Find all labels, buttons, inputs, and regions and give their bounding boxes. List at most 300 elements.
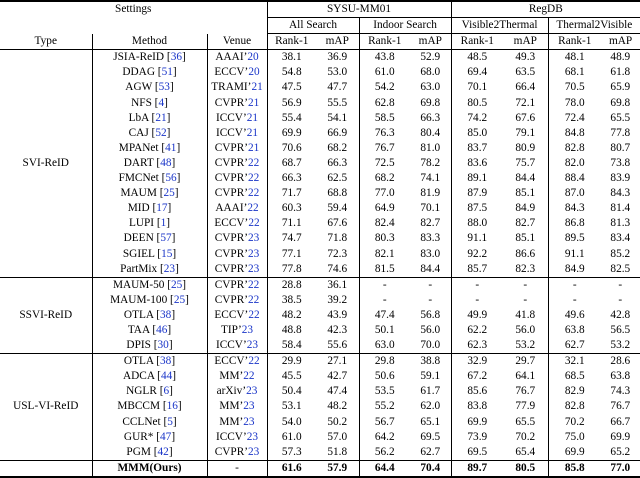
venue-apostrophe: ’ [244,187,248,200]
venue-apostrophe: ’ [244,217,249,230]
venue-year[interactable]: 23 [241,323,254,336]
citation-link[interactable]: 57 [160,232,172,245]
header-v2t: Visible2Thermal [451,18,548,34]
value-cell: 32.1 [564,355,585,368]
venue-apostrophe: ’ [243,51,248,64]
value-cell: 62.3 [451,338,503,354]
value-cell: 29.7 [503,354,548,370]
header-row-datasets [0,1,640,18]
venue-year[interactable]: 22 [248,308,260,321]
venue-year[interactable]: 21 [246,111,259,124]
value-cell: 39.2 [316,293,359,308]
value-cell: 72.3 [316,247,359,262]
value-cell: 52.9 [410,50,451,66]
method-cell [92,445,207,461]
citation-bracket-close: ] [177,400,182,413]
value-cell: 58.4 [267,338,316,354]
venue-year[interactable]: 23 [248,247,260,260]
value-cell: 70.2 [564,415,585,428]
venue-cell [207,201,267,216]
header-method: Method [92,34,207,50]
venue-name: CVPR [214,232,245,245]
type-cell: SVI-ReID [0,50,92,277]
value-cell: 76.3 [374,126,395,139]
value-cell: 83.3 [410,231,451,246]
venue-year[interactable]: 23 [248,262,260,275]
venue-cell-ours: - [207,460,267,477]
venue-apostrophe: ’ [244,141,248,154]
citation-link[interactable]: 4 [158,96,165,109]
citation-bracket-close: ] [172,370,177,383]
citation-link[interactable]: 16 [166,400,178,413]
value-cell: 68.0 [410,65,451,80]
venue-cell [207,430,267,445]
citation-bracket-open: [ [153,355,161,368]
method-name: JSIA-ReID [113,51,165,64]
value-cell: 82.7 [503,216,548,231]
value-cell: 27.1 [316,354,359,370]
header-map: mAP [503,34,548,50]
value-cell: 83.9 [601,171,640,186]
venue-name: TRAMI [211,81,248,94]
value-cell: 83.7 [467,141,488,154]
table-row [0,384,640,399]
value-cell: 53.2 [601,338,640,354]
value-cell: 83.8 [467,400,488,413]
venue-apostrophe: ’ [244,156,248,169]
value-cell: 53.0 [316,65,359,80]
value-cell: 85.6 [467,385,488,398]
value-cell: 87.9 [467,187,488,200]
citation-bracket-close: ] [169,81,174,94]
value-cell: 48.5 [467,51,488,64]
value-cell: 62.7 [548,338,601,354]
venue-cell [207,308,267,323]
table-row [0,323,640,338]
value-cell-ours: 89.7 [451,460,503,477]
value-cell: 80.7 [601,141,640,156]
value-cell: 61.7 [410,384,451,399]
value-cell: 59.4 [316,201,359,216]
value-cell: 49.6 [564,308,585,321]
citation-link[interactable]: 53 [158,81,170,94]
value-cell: 61.0 [281,430,302,443]
table-row [0,430,640,445]
value-cell: 66.9 [316,126,359,141]
value-cell: 69.5 [410,430,451,445]
table-row [0,262,640,278]
citation-link[interactable]: 36 [170,51,182,64]
value-cell: - [382,278,387,291]
value-cell: 56.5 [601,323,640,338]
value-cell: - [503,293,548,308]
value-cell: 50.1 [374,323,395,336]
venue-name: AAAI [215,202,244,215]
citation-bracket-open: [ [154,217,161,230]
venue-year[interactable]: 21 [248,96,260,109]
value-cell: 66.7 [601,415,640,430]
value-cell: 74.6 [316,262,359,278]
citation-bracket-close: ] [176,141,181,154]
value-cell: 85.1 [503,231,548,246]
venue-year[interactable]: 23 [243,400,255,413]
table-row [0,111,640,126]
citation-bracket-open: [ [153,232,161,245]
value-cell: 56.0 [410,323,451,338]
venue-apostrophe: ’ [242,385,247,398]
value-cell: 67.2 [467,370,488,383]
venue-name: ICCV [215,126,243,139]
citation-bracket-close: ] [164,96,168,109]
venue-year[interactable]: 22 [248,355,260,368]
venue-name: MM [219,400,240,413]
method-cell [92,277,207,293]
citation-bracket-close: ] [166,217,171,230]
venue-cell [207,415,267,430]
value-cell: 29.8 [374,355,395,368]
value-cell: 84.3 [601,186,640,201]
method-cell [92,369,207,384]
venue-cell [207,399,267,414]
citation-bracket-close: ] [167,202,172,215]
value-cell: 69.9 [548,445,601,461]
citation-bracket-open: [ [154,370,161,383]
citation-link[interactable]: 51 [161,66,173,79]
venue-name: arXiv [216,385,243,398]
citation-bracket-close: ] [168,339,173,352]
method-cell-ours: MMM(Ours) [92,460,207,477]
value-cell: 75.7 [503,156,548,171]
method-name: MID [127,202,150,215]
value-cell: 64.2 [374,430,395,443]
venue-apostrophe: ’ [242,339,247,352]
value-cell: 42.3 [316,323,359,338]
method-name: CAJ [128,126,149,139]
venue-year[interactable]: 22 [248,217,260,230]
citation-link[interactable]: 5 [167,415,173,428]
value-cell: 66.3 [316,156,359,171]
value-cell: 56.8 [410,308,451,323]
venue-year[interactable]: 21 [246,126,259,139]
venue-apostrophe: ’ [237,323,242,336]
citation-bracket-close: ] [172,66,177,79]
venue-cell [207,293,267,308]
value-cell: 80.5 [467,96,488,109]
venue-year[interactable]: 20 [247,51,259,64]
citation-bracket-close: ] [166,111,171,124]
table-row [0,171,640,186]
value-cell: 82.0 [564,156,585,169]
method-name: MAUM-100 [110,293,168,306]
value-cell: 54.8 [281,66,302,79]
method-name: LUPI [128,217,155,230]
value-cell: 53.2 [503,338,548,354]
method-name: TAA [127,323,150,336]
value-cell: 74.3 [601,384,640,399]
venue-apostrophe: ’ [239,415,244,428]
citation-link[interactable]: 23 [163,262,176,275]
value-cell: 70.2 [503,430,548,445]
venue-year[interactable]: 21 [251,81,263,94]
value-cell: 65.2 [601,445,640,461]
venue-cell [207,369,267,384]
value-cell: 67.6 [316,216,359,231]
venue-cell [207,247,267,262]
table-row [0,354,640,370]
method-cell [92,415,207,430]
citation-bracket-open: [ [158,141,166,154]
venue-year[interactable]: 22 [248,293,260,306]
header-map: mAP [410,34,451,50]
venue-apostrophe: ’ [244,262,248,275]
table-row [0,216,640,231]
value-cell: 80.9 [503,141,548,156]
citation-bracket-open: [ [156,187,164,200]
value-cell: 70.5 [564,81,585,94]
table-row [0,445,640,461]
method-cell [92,293,207,308]
value-cell: 72.4 [564,111,585,124]
citation-link[interactable]: 48 [160,156,172,169]
venue-name: CVPR [214,172,245,185]
value-cell: 84.4 [503,171,548,186]
value-cell-ours: 85.8 [548,460,601,477]
citation-link[interactable]: 25 [173,293,186,306]
table-row [0,126,640,141]
citation-bracket-open: [ [148,111,156,124]
citation-link[interactable]: 56 [165,172,177,185]
table-row [0,247,640,262]
venue-apostrophe: ’ [244,308,249,321]
value-cell: - [601,277,640,293]
header-settings: Settings [0,1,267,18]
venue-cell [207,354,267,370]
citation-link[interactable]: 52 [155,126,167,139]
venue-cell [207,80,267,95]
method-cell [92,96,207,111]
citation-bracket-close: ] [171,355,176,368]
venue-name: TIP [221,323,238,336]
value-cell: 71.1 [281,217,302,230]
header-map: mAP [316,34,359,50]
venue-cell [207,384,267,399]
value-cell: 43.8 [374,51,395,64]
venue-cell [207,277,267,293]
venue-name: CVPR [214,278,245,291]
citation-link[interactable]: 17 [156,202,168,215]
venue-name: CVPR [214,96,245,109]
value-cell: 81.4 [601,201,640,216]
citation-bracket-open: [ [154,247,162,260]
value-cell: 77.8 [267,262,316,278]
venue-apostrophe: ’ [244,278,248,291]
value-cell: 67.6 [503,111,548,126]
venue-cell [207,96,267,111]
venue-year[interactable]: 23 [243,415,255,428]
value-cell: 38.5 [281,293,302,306]
value-cell: 47.7 [316,80,359,95]
header-type: Type [0,34,92,50]
method-cell [92,430,207,445]
value-cell: 68.2 [374,172,395,185]
value-cell: 48.1 [564,51,585,64]
venue-year[interactable]: 22 [243,370,255,383]
method-name: MBCCM [117,400,161,413]
value-cell: 89.1 [467,172,488,185]
venue-cell [207,156,267,171]
value-cell: 57.0 [316,430,359,445]
citation-link[interactable]: 41 [165,141,177,154]
citation-link[interactable]: 38 [160,355,172,368]
venue-name: ICCV [215,339,243,352]
table-row [0,277,640,293]
value-cell: 71.7 [281,187,302,200]
citation-bracket-close: ] [172,247,177,260]
value-cell: 89.5 [564,232,585,245]
citation-link[interactable]: 25 [163,187,175,200]
value-cell: - [475,293,480,306]
venue-year[interactable]: 22 [248,172,260,185]
venue-apostrophe: ’ [243,202,248,215]
venue-year[interactable]: 23 [248,232,260,245]
citation-link[interactable]: 47 [160,430,172,443]
value-cell: 76.7 [374,141,395,154]
method-name: MPANet [118,141,159,154]
method-name: PGM [126,445,151,458]
citation-bracket-open: [ [157,262,164,275]
value-cell: 77.0 [374,187,395,200]
header-row-columns [0,34,640,50]
value-cell: 70.1 [467,81,488,94]
value-cell: 64.9 [374,202,395,215]
citation-bracket-open: [ [151,96,159,109]
value-cell: 81.0 [410,141,451,156]
venue-cell [207,231,267,246]
citation-link[interactable]: 30 [157,339,169,352]
citation-link[interactable]: 44 [160,370,173,383]
value-cell: 47.4 [316,384,359,399]
value-cell: 68.2 [316,141,359,156]
venue-year[interactable]: 22 [248,278,260,291]
header-all-search: All Search [267,18,359,34]
citation-bracket-close: ] [171,156,176,169]
citation-bracket-open: [ [164,278,171,291]
citation-bracket-close: ] [171,308,176,321]
value-cell: 60.3 [281,202,302,215]
value-cell: 82.3 [503,262,548,278]
citation-link[interactable]: 21 [155,111,167,124]
citation-bracket-close: ] [166,126,171,139]
value-cell: 82.5 [601,262,640,278]
value-cell: 62.2 [467,323,488,336]
venue-year[interactable]: 22 [248,187,260,200]
table-row [0,80,640,95]
value-cell: 38.8 [410,354,451,370]
value-cell: 82.8 [564,400,585,413]
citation-link[interactable]: 15 [161,247,173,260]
venue-year[interactable]: 23 [246,430,259,443]
value-cell: - [410,277,451,293]
value-cell: 61.0 [374,66,395,79]
value-cell: 68.7 [281,156,302,169]
value-cell: 41.8 [503,308,548,323]
citation-bracket-open: [ [149,323,157,336]
citation-link[interactable]: 6 [163,385,170,398]
header-map: mAP [601,34,640,50]
value-cell: 62.8 [374,96,395,109]
value-cell: 51.8 [316,445,359,461]
value-cell: 55.6 [316,338,359,354]
value-cell: 62.0 [410,399,451,414]
venue-apostrophe: ’ [244,172,248,185]
value-cell: 54.0 [281,415,302,428]
method-name: AGW [125,81,153,94]
venue-name: CVPR [214,247,245,260]
value-cell: 85.2 [601,247,640,262]
header-row-protocols [0,18,640,34]
value-cell: - [572,278,577,291]
venue-cell [207,338,267,354]
venue-year[interactable]: 20 [248,66,260,79]
venue-year[interactable]: 23 [248,445,260,458]
citation-link[interactable]: 42 [157,445,169,458]
venue-year[interactable]: 21 [248,141,260,154]
value-cell: 48.8 [281,323,302,336]
citation-link[interactable]: 46 [156,323,168,336]
value-cell-ours: 80.5 [503,460,548,477]
value-cell: 81.9 [410,186,451,201]
citation-bracket-open: [ [153,430,161,443]
value-cell: 77.1 [281,247,302,260]
table-row [0,308,640,323]
value-cell: 69.9 [467,415,488,428]
method-name: GUR* [123,430,154,443]
value-cell: 42.7 [316,369,359,384]
value-cell: 76.7 [601,399,640,414]
venue-cell [207,445,267,461]
citation-link[interactable]: 25 [171,278,183,291]
value-cell: 77.9 [503,399,548,414]
method-name: SGIEL [122,247,155,260]
value-cell: 43.9 [316,308,359,323]
venue-name: CVPR [214,141,245,154]
venue-year[interactable]: 23 [246,339,259,352]
citation-bracket-open: [ [156,385,164,398]
header-settings-spacer [0,18,267,34]
method-cell [92,399,207,414]
table-row-ours [0,460,640,477]
venue-year[interactable]: 22 [247,202,259,215]
header-rank1: Rank-1 [451,34,503,50]
value-cell: 56.0 [503,323,548,338]
method-cell [92,126,207,141]
value-cell: 29.9 [281,355,302,368]
value-cell: 91.1 [467,232,488,245]
value-cell: 32.9 [467,355,488,368]
value-cell: 36.1 [316,277,359,293]
venue-cell [207,323,267,338]
value-cell: 49.9 [467,308,488,321]
citation-link[interactable]: 38 [160,308,172,321]
citation-link[interactable]: 1 [160,217,167,230]
value-cell: 47.4 [374,308,395,321]
venue-year[interactable]: 23 [246,385,258,398]
citation-bracket-close: ] [171,430,176,443]
venue-name: ECCV [214,355,245,368]
value-cell: 82.8 [564,141,585,154]
venue-year[interactable]: 22 [248,156,260,169]
value-cell: 55.5 [316,96,359,111]
